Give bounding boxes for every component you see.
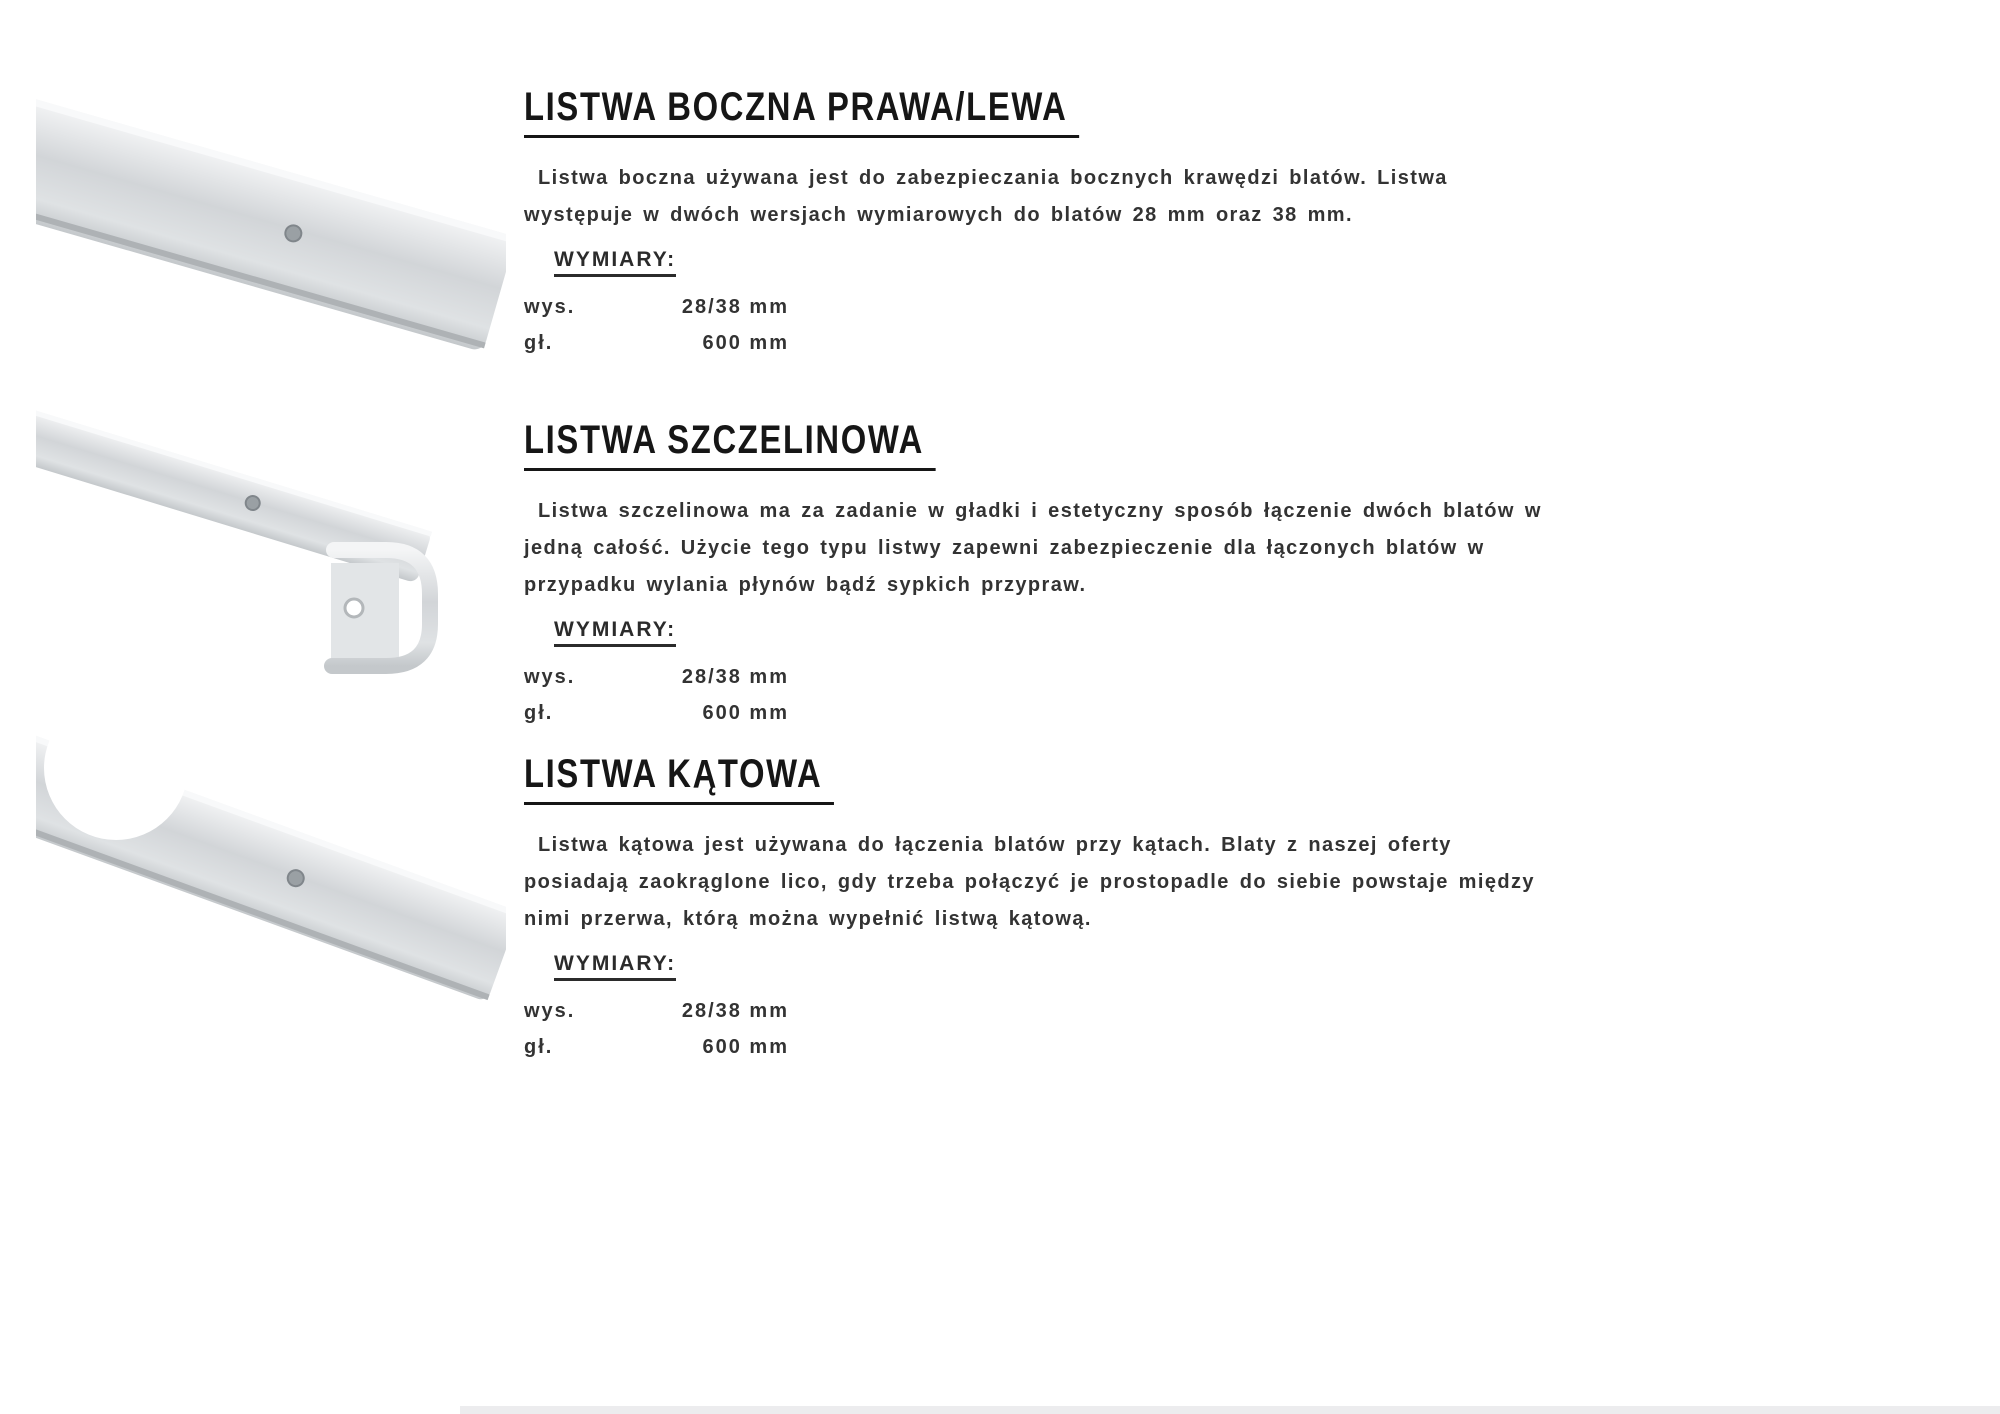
dimension-label: gł. [524, 1036, 554, 1058]
dimension-row-depth [524, 325, 1564, 361]
dimensions-heading: WYMIARY: [554, 248, 676, 277]
dimension-row-height [524, 289, 1564, 325]
section-description: Listwa boczna używana jest do zabezpieczania bocznych krawędzi blatów. Listwa występuje w dwóch wersjach wymiarowych do blatów 28 mm oraz 38 mm. [524, 167, 1448, 226]
dimension-label: gł. [524, 332, 554, 354]
dimension-row-height [524, 659, 1564, 695]
gap-strip-image [36, 408, 506, 718]
section-title: LISTWA SZCZELINOWA [524, 418, 935, 471]
photo-listwa-szczelinowa [36, 408, 506, 718]
dimensions-heading: WYMIARY: [554, 952, 676, 981]
dimension-label: gł. [524, 702, 554, 724]
dimension-label: wys. [524, 666, 576, 688]
section-listwa-katowa [524, 752, 1564, 1065]
dimension-value: 28/38 mm [681, 666, 789, 688]
section-description: Listwa kątowa jest używana do łączenia blatów przy kątach. Blaty z naszej oferty posiadają zaokrąglone lico, gdy trzeba połączyć je prostopadle do siebie powstaje między nimi przerwa, którą można wypełnić listwą kątową. [524, 834, 1535, 930]
dimension-value: 28/38 mm [681, 296, 789, 318]
dimension-value: 28/38 mm [681, 1000, 789, 1022]
dimension-value: 600 mm [702, 702, 789, 724]
gap-strip-plate [331, 563, 399, 663]
section-listwa-szczelinowa [524, 418, 1564, 731]
dimension-row-depth [524, 695, 1564, 731]
dimension-value: 600 mm [702, 332, 789, 354]
dimension-row-height [524, 993, 1564, 1029]
dimensions-heading: WYMIARY: [554, 618, 676, 647]
dimension-value: 600 mm [702, 1036, 789, 1058]
bottom-divider [460, 1406, 2000, 1414]
section-description: Listwa szczelinowa ma za zadanie w gładki i estetyczny sposób łączenie dwóch blatów w jedną całość. Użycie tego typu listwy zapewni zabezpieczenie dla łączonych blatów w przypadku wylania płynów bądź sypkich przypraw. [524, 500, 1542, 596]
photo-listwa-katowa [36, 728, 506, 1038]
dimension-label: wys. [524, 296, 576, 318]
dimension-label: wys. [524, 1000, 576, 1022]
section-title: LISTWA BOCZNA PRAWA/LEWA [524, 85, 1079, 138]
section-listwa-boczna [524, 85, 1564, 361]
angle-strip-image [36, 728, 506, 1038]
section-title: LISTWA KĄTOWA [524, 752, 834, 805]
dimension-row-depth [524, 1029, 1564, 1065]
side-strip-image [36, 78, 506, 388]
photo-listwa-boczna [36, 78, 506, 388]
